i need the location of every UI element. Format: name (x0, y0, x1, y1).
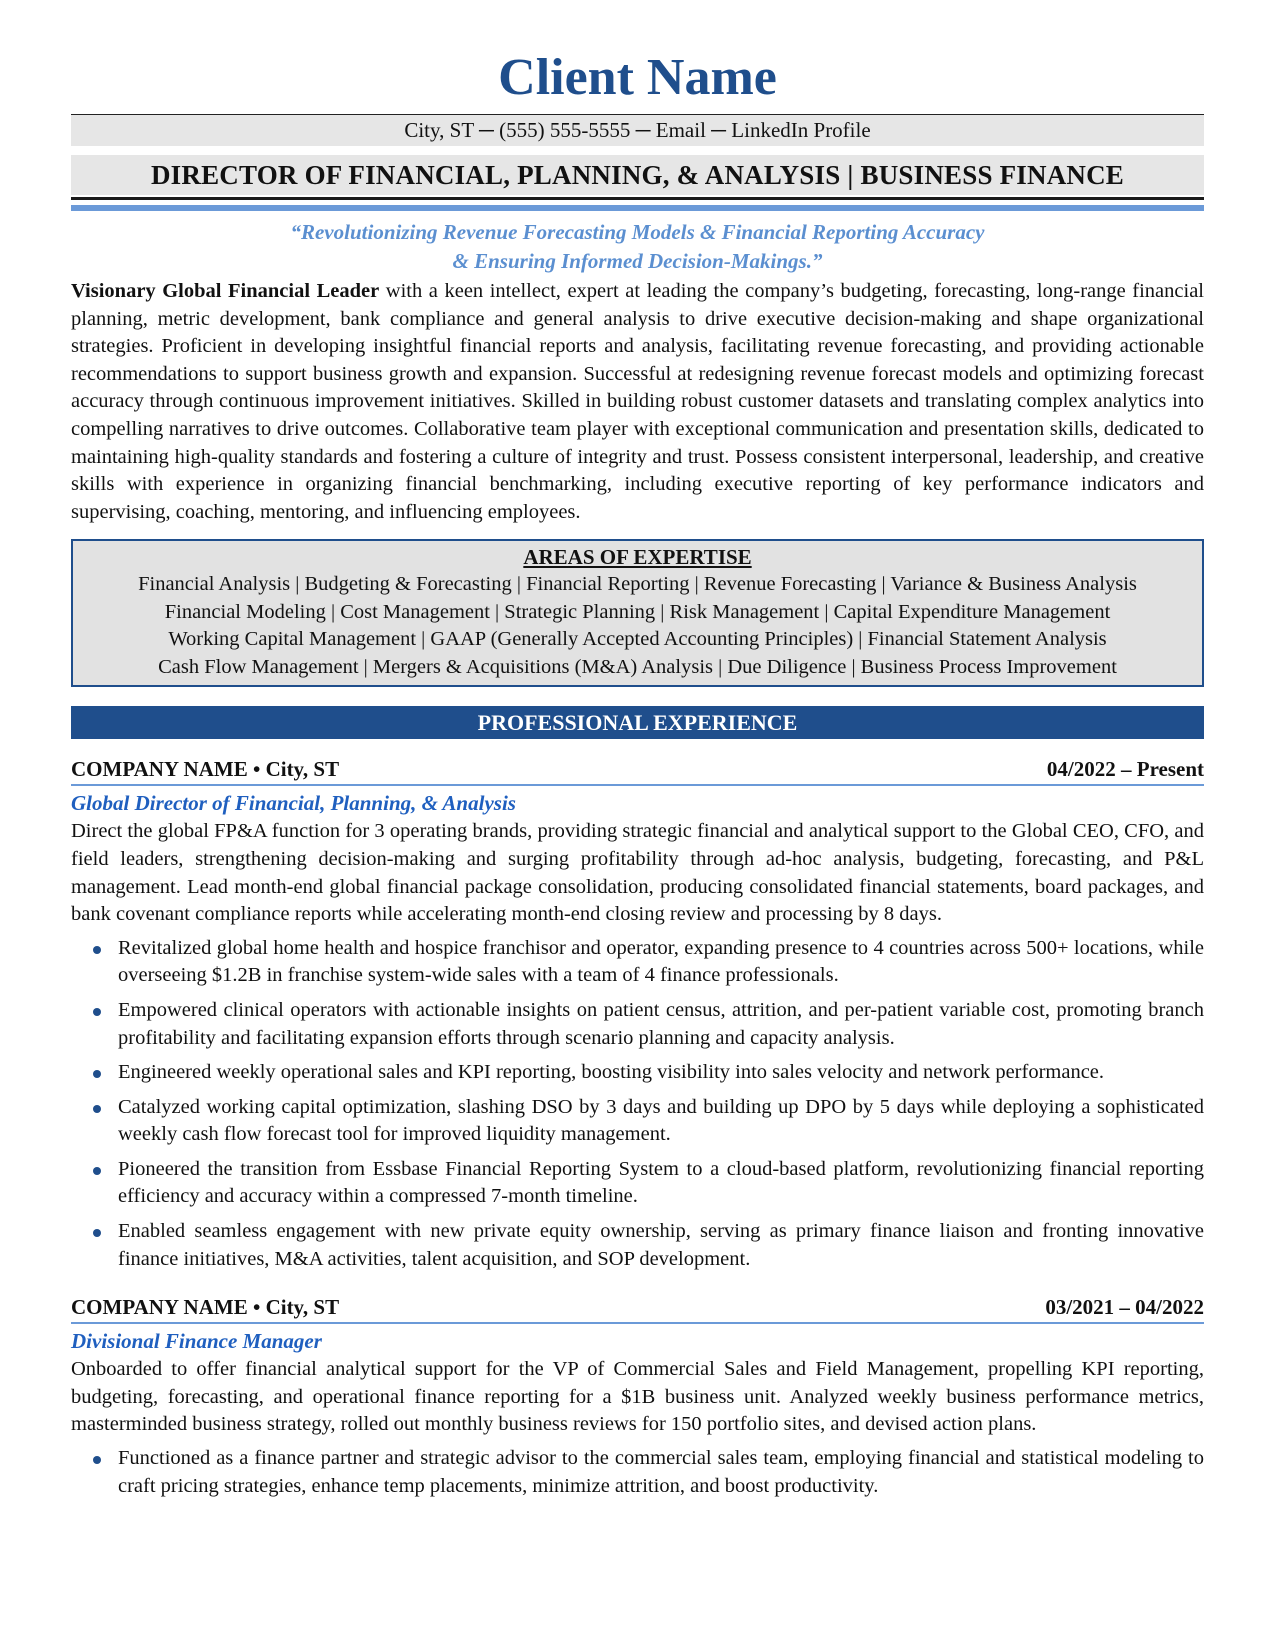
divider-blue (71, 205, 1204, 211)
bullet-text: Functioned as a finance partner and strategic advisor to the commercial sales team, employing financial and statistical modeling to craft pricing strategies, enhance temp placements, minimize attrition, and boost productivity. (118, 1447, 1204, 1497)
job-bullets (71, 1445, 1204, 1500)
bullet-item (71, 997, 1204, 1052)
expertise-line: Financial Modeling | Cost Management | Strategic Planning | Risk Management | Capital Expenditure Management (164, 600, 1111, 623)
expertise-line: Cash Flow Management | Mergers & Acquisitions (M&A) Analysis | Due Diligence | Business Process Improvement (158, 655, 1117, 678)
bullet-item (71, 935, 1204, 990)
bullet-item (71, 1218, 1204, 1273)
contact-bar: City, ST ─ (555) 555-5555 ─ Email ─ LinkedIn Profile (71, 114, 1204, 146)
headline-title: DIRECTOR OF FINANCIAL, PLANNING, & ANALYSIS | BUSINESS FINANCE (71, 155, 1204, 195)
tagline (71, 218, 1204, 276)
section-professional-experience: PROFESSIONAL EXPERIENCE (71, 706, 1204, 739)
summary-paragraph (71, 278, 1204, 526)
job-description: Onboarded to offer financial analytical support for the VP of Commercial Sales and Field Management, propelling KPI reporting, budgeting, forecasting, and operational finance reporting for a $1B business unit. Analyzed weekly business performance metrics, masterminded business strategy, rolled out monthly business reviews for 150 portfolio sites, and devised action plans. (71, 1358, 1204, 1436)
job-role: Divisional Finance Manager (71, 1329, 322, 1354)
job-entry (71, 1293, 1204, 1500)
summary-body: with a keen intellect, expert at leading the company’s budgeting, forecasting, long-range financial planning, metric development, bank compliance and general analysis to drive executive decision-making and shape organizational strategies. Proficient in developing insightful financial reports and analysis, facilitating revenue forecasting, and providing actionable recommendations to support business growth and expansion. Successful at redesigning revenue forecast models and optimizing forecast accuracy through continuous improvement initiatives. Skilled in building robust customer datasets and translating complex analytics into compelling narratives to drive outcomes. Collaborative team player with exceptional communication and presentation skills, dedicated to maintaining high-quality standards and fostering a culture of integrity and trust. Possess consistent interpersonal, leadership, and creative skills with experience in organizing financial benchmarking, including executive reporting of key performance indicators and supervising, coaching, mentoring, and influencing employees. (71, 280, 1204, 523)
bullet-text: Catalyzed working capital optimization, slashing DSO by 3 days and building up DPO by 5 days while deploying a sophisticated weekly cash flow forecast tool for improved liquidity management. (118, 1095, 1204, 1146)
job-company: COMPANY NAME • City, ST (71, 1295, 340, 1320)
job-header (71, 755, 1204, 786)
bullet-dot-icon (93, 1229, 101, 1237)
bullet-item (71, 1094, 1204, 1149)
bullet-item (71, 1445, 1204, 1500)
job-dates: 04/2022 – Present (1046, 757, 1204, 782)
bullet-item (71, 1059, 1204, 1087)
tagline-line-1: “Revolutionizing Revenue Forecasting Models & Financial Reporting Accuracy (290, 220, 985, 244)
job-dates: 03/2021 – 04/2022 (1045, 1295, 1204, 1320)
expertise-title: AREAS OF EXPERTISE (523, 545, 752, 570)
bullet-text: Engineered weekly operational sales and KPI reporting, boosting visibility into sales velocity and network performance. (118, 1061, 1105, 1084)
divider-black (71, 197, 1204, 200)
tagline-line-2: & Ensuring Informed Decision-Makings.” (452, 249, 823, 273)
bullet-dot-icon (93, 1456, 101, 1464)
bullet-item (71, 1156, 1204, 1211)
job-company: COMPANY NAME • City, ST (71, 757, 340, 782)
job-description: Direct the global FP&A function for 3 operating brands, providing strategic financial and analytical support to the Global CEO, CFO, and field leaders, strengthening decision-making and surging profitability through ad-hoc analysis, budgeting, forecasting, and P&L management. Lead month-end global financial package consolidation, producing consolidated financial statements, board packages, and bank covenant compliance reports while accelerating month-end closing review and processing by 8 days. (71, 820, 1204, 926)
bullet-dot-icon (93, 1105, 101, 1113)
job-header (71, 1293, 1204, 1324)
resume-content (71, 44, 1204, 1507)
job-entry (71, 755, 1204, 1273)
expertise-line: Financial Analysis | Budgeting & Forecasting | Financial Reporting | Revenue Forecasting | Variance & Business Analysis (138, 573, 1137, 596)
bullet-text: Pioneered the transition from Essbase Financial Reporting System to a cloud-based platform, revolutionizing financial reporting efficiency and accuracy within a compressed 7-month timeline. (118, 1157, 1204, 1208)
client-name: Client Name (498, 49, 777, 106)
bullet-text: Enabled seamless engagement with new private equity ownership, serving as primary finance liaison and fronting innovative finance initiatives, M&A activities, talent acquisition, and SOP development. (118, 1220, 1204, 1270)
job-role: Global Director of Financial, Planning, & Analysis (71, 791, 516, 816)
bullet-dot-icon (93, 1167, 101, 1175)
areas-of-expertise-box (71, 539, 1204, 687)
bullet-text: Revitalized global home health and hospice franchisor and operator, expanding presence to 4 countries across 500+ locations, while overseeing $1.2B in franchise system-wide sales with a team of 4 finance professionals. (118, 936, 1204, 987)
bullet-dot-icon (93, 1008, 101, 1016)
expertise-line: Working Capital Management | GAAP (Generally Accepted Accounting Principles) | Financial Statement Analysis (168, 628, 1107, 651)
bullet-text: Empowered clinical operators with actionable insights on patient census, attrition, and per-patient variable cost, promoting branch profitability and facilitating expansion efforts through scenario planning and capacity analysis. (118, 998, 1204, 1049)
job-bullets (71, 935, 1204, 1274)
bullet-dot-icon (93, 1070, 101, 1078)
bullet-dot-icon (93, 946, 101, 954)
summary-lead: Visionary Global Financial Leader (71, 280, 380, 302)
